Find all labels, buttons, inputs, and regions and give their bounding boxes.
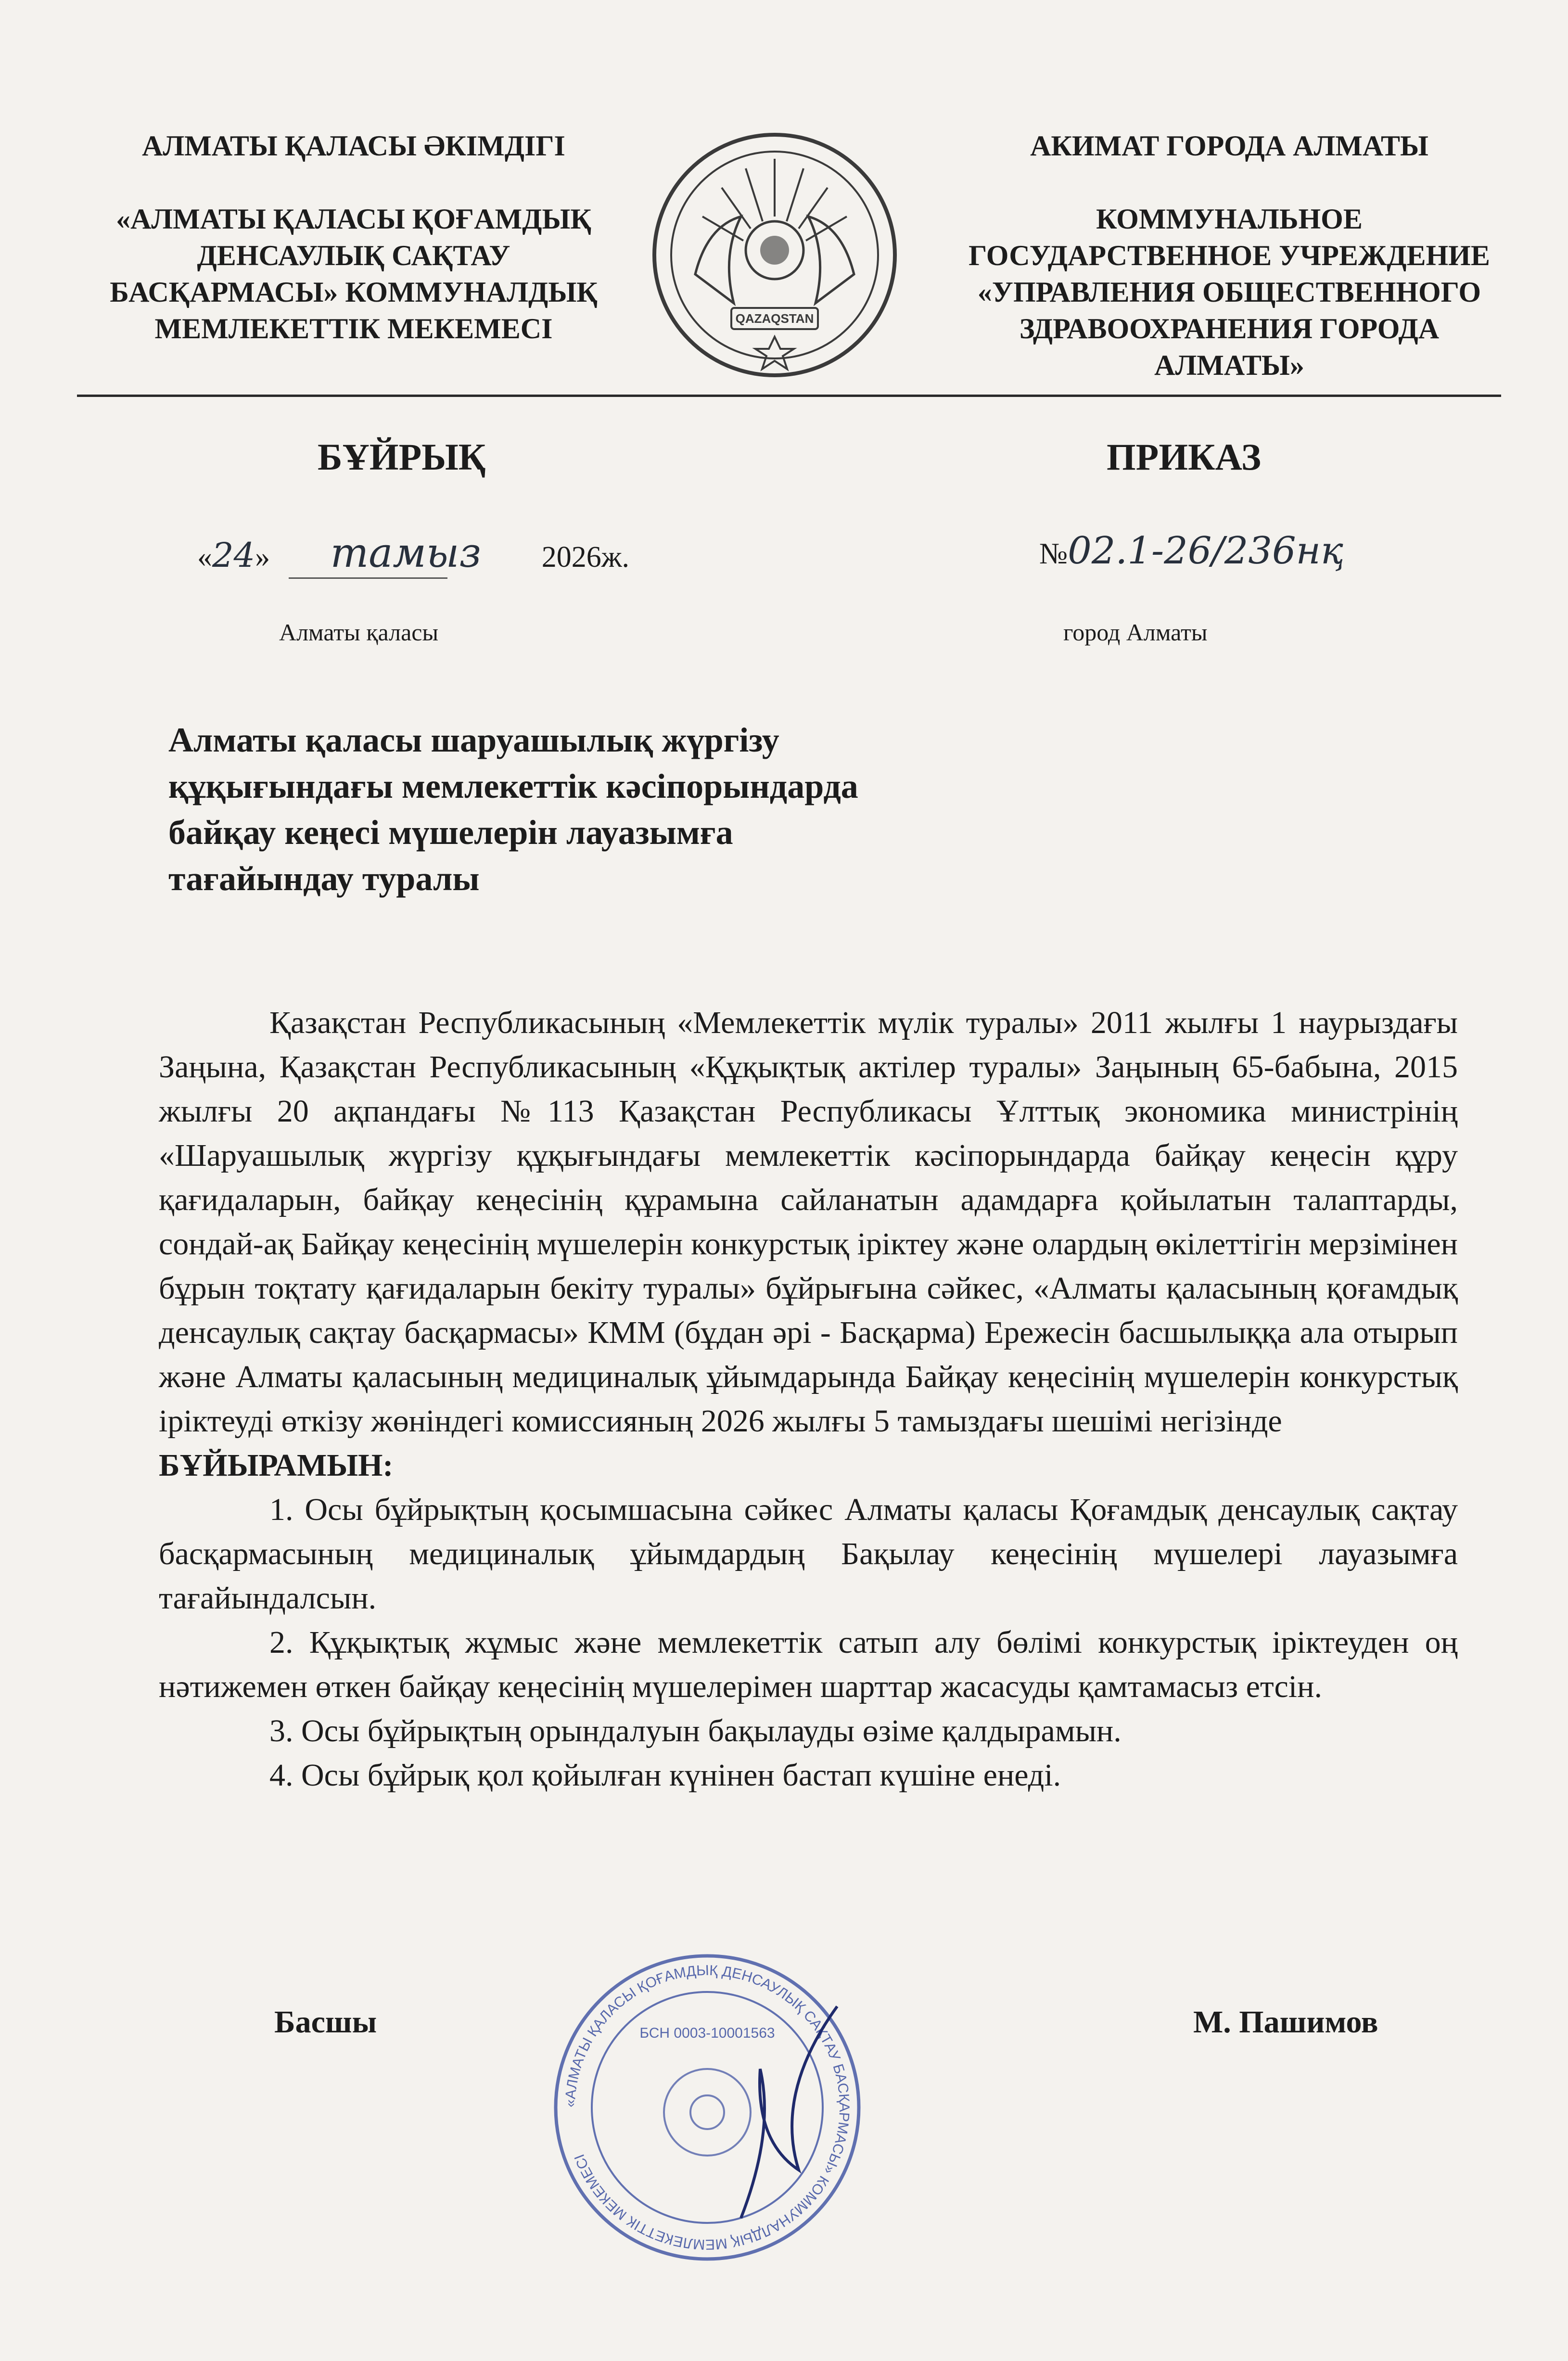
date-year: 2026ж. — [541, 541, 630, 574]
title-line3: байқау кеңесі мүшелерін лауазымға — [168, 813, 733, 852]
date-underline — [289, 577, 447, 579]
header-right-line4: «УПРАВЛЕНИЯ ОБЩЕСТВЕННОГО — [977, 276, 1481, 308]
preamble-text: Қазақстан Республикасының «Мемлекеттік мүлік туралы» 2011 жылғы 1 наурыздағы Заңына, Қазақстан Республикасының «Құқықтық актілер туралы» Заңының 65-бабына, 2015 жылғы 20 ақпандағы №113 Қазақстан Республикасы Ұлттық экономика министрінің «Шаруашылық жүргізу құқығындағы мемлекеттік кәсіпорындарда байқау кеңесін құру қағидаларын, байқау кеңесінің құрамына сайланатын адамдарға қойылатын талаптарды, сондай-ақ Байқау кеңесінің мүшелерін конкурстық іріктеу және олардың өкілеттігін мерзімінен бұрын тоқтату қағидаларын бекіту туралы» бұйрығына сәйкес, «Алматы қаласының қоғамдық денсаулық сақтау басқармасы» КММ (бұдан әрі - Басқарма) Ережесін басшылыққа ала отырып және Алматы қаласының медициналық ұйымдарында Байқау кеңесінің мүшелерін конкурстық іріктеуді өткізу жөніндегі комиссияның 2026 жылғы 5 тамыздағы шешімі негізінде — [159, 1005, 1458, 1439]
order-date — [197, 529, 629, 576]
header-divider — [77, 395, 1501, 397]
title-line1: Алматы қаласы шаруашылық жүргізу — [168, 721, 779, 759]
date-month: тамыз — [330, 529, 482, 576]
header-right-line6: АЛМАТЫ» — [1154, 349, 1304, 381]
state-emblem — [650, 130, 900, 380]
header-left-line5: МЕМЛЕКЕТТІК МЕКЕМЕСІ — [154, 313, 553, 345]
date-day: 24 — [212, 536, 255, 575]
document-body — [159, 1001, 1458, 1798]
date-quote-close: » — [255, 541, 270, 574]
date-quote-open: « — [197, 541, 212, 574]
title-line4: тағайындау туралы — [168, 859, 480, 898]
order-item-2: 2. Құқықтық жұмыс және мемлекеттік сатып алу бөлімі конкурстық іріктеуден оң нәтижемен өткен байқау кеңесінің мүшелерімен шарттар жасасуды қамтамасыз етсін. — [159, 1625, 1458, 1704]
place-kazakh: Алматы қаласы — [279, 619, 439, 646]
preamble-paragraph — [159, 1001, 1458, 1443]
signature-position: Басшы — [274, 2004, 377, 2040]
header-left-line3: ДЕНСАУЛЫҚ САҚТАУ — [197, 240, 510, 271]
header-left-line2: «АЛМАТЫ ҚАЛАСЫ ҚОҒАМДЫҚ — [116, 203, 591, 235]
header-left — [77, 128, 630, 347]
header-right — [938, 128, 1520, 383]
number-prefix: № — [1039, 537, 1068, 570]
order-item-4: 4. Осы бұйрық қол қойылған күнінен бастап күшіне енеді. — [269, 1758, 1061, 1793]
document-title — [168, 717, 986, 902]
header-right-line3: ГОСУДАРСТВЕННОЕ УЧРЕЖДЕНИЕ — [969, 240, 1490, 271]
number-value: 02.1-26/236нқ — [1068, 529, 1344, 573]
order-word: БҰЙЫРАМЫН: — [159, 1448, 394, 1483]
header-right-line5: ЗДРАВООХРАНЕНИЯ ГОРОДА — [1019, 313, 1440, 345]
header-left-line4: БАСҚАРМАСЫ» КОММУНАЛДЫҚ — [110, 276, 598, 308]
header-left-line1: АЛМАТЫ ҚАЛАСЫ ӘКІМДІГІ — [142, 130, 565, 162]
doc-type-russian: ПРИКАЗ — [1107, 436, 1262, 478]
header-right-line2: КОММУНАЛЬНОЕ — [1096, 203, 1363, 235]
order-item-1: 1. Осы бұйрықтың қосымшасына сәйкес Алматы қаласы Қоғамдық денсаулық сақтау басқармасының медициналық ұйымдардың Бақылау кеңесінің мүшелері лауазымға тағайындалсын. — [159, 1492, 1458, 1616]
doc-type-kazakh: БҰЙРЫҚ — [318, 436, 486, 478]
emblem-text: QAZAQSTAN — [735, 311, 814, 326]
place-russian: город Алматы — [1063, 619, 1208, 646]
signature-name: М. Пашимов — [1193, 2004, 1378, 2040]
stamp-bin: БСН 0003-10001563 — [639, 2025, 775, 2041]
header-right-line1: АКИМАТ ГОРОДА АЛМАТЫ — [1030, 130, 1428, 162]
order-number — [1039, 529, 1343, 573]
order-item-3: 3. Осы бұйрықтың орындалуын бақылауды өзіме қалдырамын. — [269, 1713, 1122, 1748]
stamp-outer-text: «АЛМАТЫ ҚАЛАСЫ ҚОҒАМДЫҚ ДЕНСАУЛЫҚ САҚТАУ БАСҚАРМАСЫ» КОММУНАЛДЫҚ МЕМЛЕКЕТТІК МЕКЕМЕСІ — [562, 1962, 853, 2253]
official-stamp — [548, 1949, 866, 2266]
title-line2: құқығындағы мемлекеттік кәсіпорындарда — [168, 767, 858, 805]
